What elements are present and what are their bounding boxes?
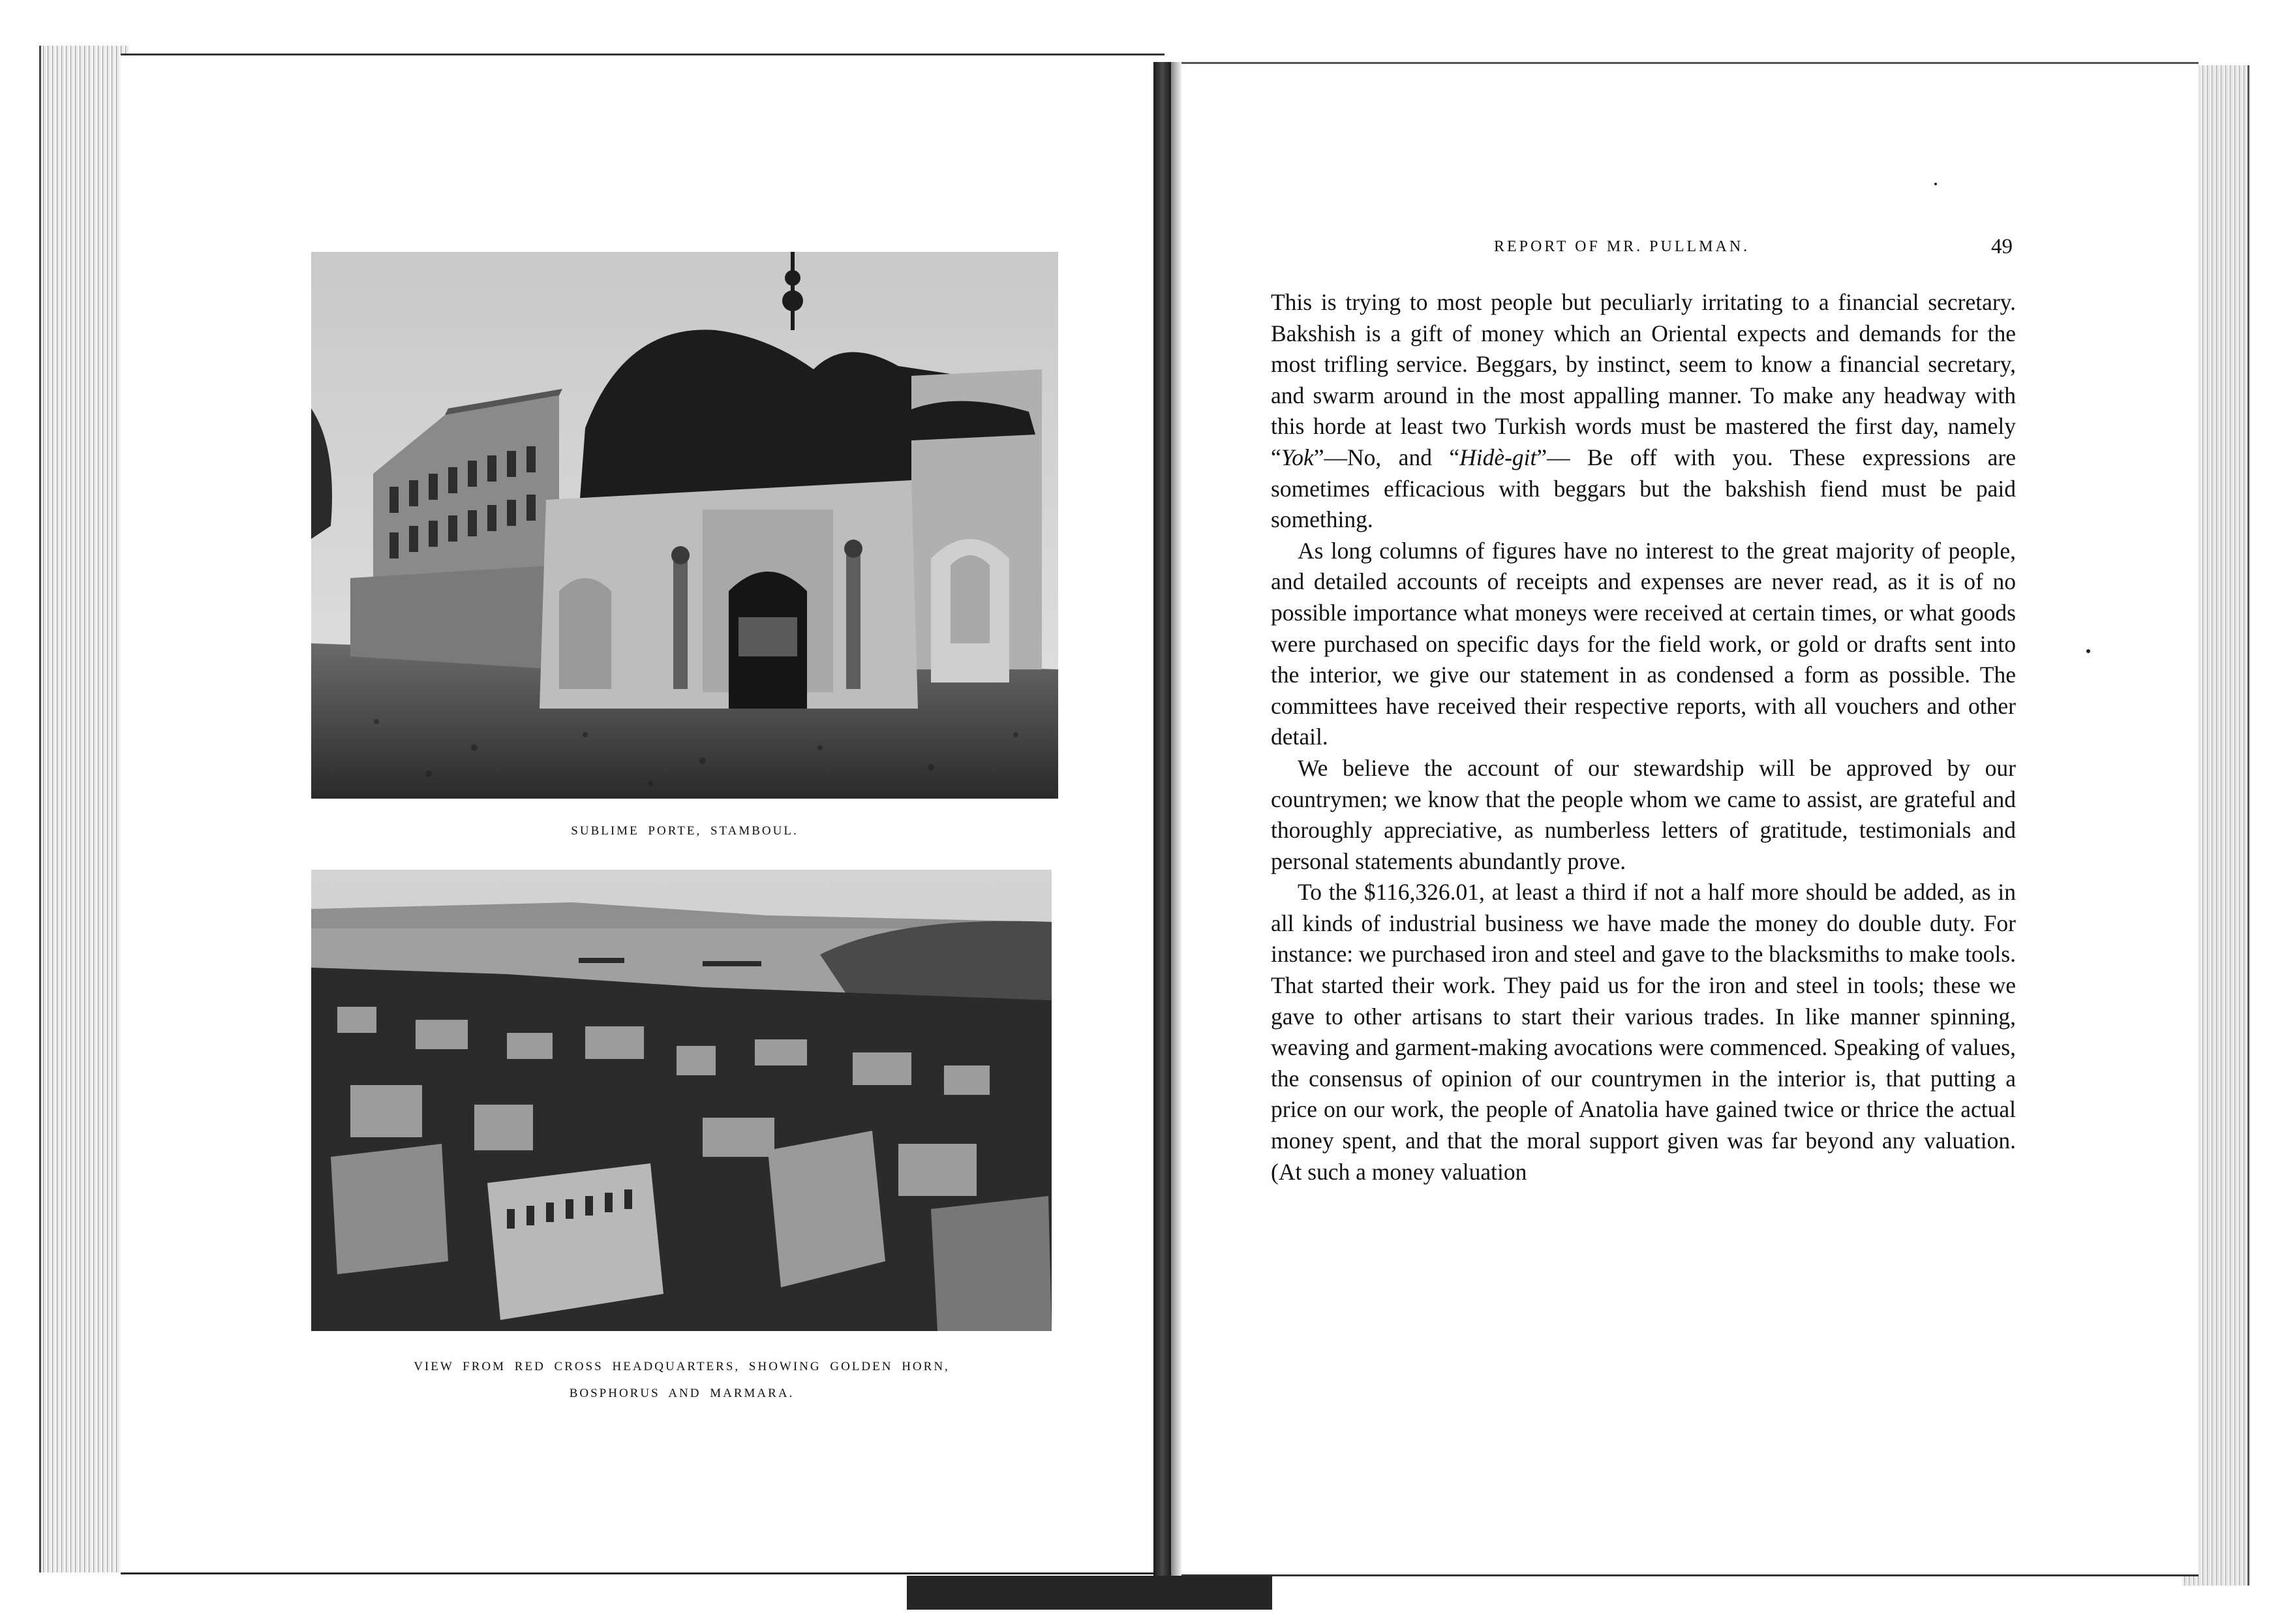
paragraph-1-part-c: ”— Be off with you. These expressions are sometimes efficacious with beggars but the bakshish fiend must be paid something. xyxy=(1271,444,2016,533)
caption-line-2: BOSPHORUS AND MARMARA. xyxy=(569,1387,795,1400)
caption-line-1: VIEW FROM RED CROSS HEADQUARTERS, SHOWING GOLDEN HORN, xyxy=(414,1360,950,1373)
body-text xyxy=(1271,287,2016,1187)
book-gutter xyxy=(1153,62,1171,1576)
photo-caption-sublime-porte: SUBLIME PORTE, STAMBOUL. xyxy=(571,824,799,838)
paragraph-4: To the $116,326.01, at least a third if not a half more should be added, as in all kinds of industrial business we have made the money do double duty. For instance: we purchased iron and steel and gave to the blacksmiths to make tools. That started their work. They paid us for the iron and steel in tools; these we gave to other artisans to start their various trades. In like manner spinning, weaving and garment-making avocations were commenced. Speaking of values, the consensus of opinion of our countrymen in the interior is, that putting a price on our work, the people of Anatolia have gained twice or thrice the actual money spent, and that the moral support given was far beyond any valuation. (At such a money valuation xyxy=(1271,879,2016,1185)
paragraph-1-part-b: ”—No, and “ xyxy=(1313,444,1460,470)
photo-caption-golden-horn xyxy=(307,1353,1057,1407)
photo-sublime-porte xyxy=(311,252,1058,799)
photo-golden-horn-view xyxy=(311,870,1052,1331)
paragraph-2: As long columns of figures have no interest to the great majority of people, and detailed accounts of receipts and expenses are never read, as it is of no possible importance what moneys were received at certain times, or what goods were purchased on specific days for the field work, or gold or drafts sent into the interior, we give our statement in as condensed a form as possible. The committees have received their respective reports, with all vouchers and other detail. xyxy=(1271,537,2016,750)
turkish-word-hide-git: Hidè-git xyxy=(1459,444,1537,470)
paragraph-1 xyxy=(1271,287,2016,536)
print-speck xyxy=(2086,649,2090,653)
paragraph-1-part-a: This is trying to most people but peculiarly irritating to a financial secretary. Bakshish is a gift of money which an Oriental expects and demands for the most trifling service. Beggars, by instinct, seem to know a financial secretary, and swarm around in the most appalling manner. To make any headway with this horde at least two Turkish words must be mastered the first day, namely “ xyxy=(1271,289,2016,470)
running-head: REPORT OF MR. PULLMAN. xyxy=(1494,238,1750,255)
gutter-fold-shadow xyxy=(1171,62,1181,1576)
page-number: 49 xyxy=(1991,235,2013,258)
binding-strip xyxy=(907,1576,1272,1610)
turkish-word-yok: Yok xyxy=(1281,444,1314,470)
print-speck xyxy=(1934,183,1937,185)
paragraph-3: We believe the account of our stewardship will be approved by our countrymen; we know that the people whom we came to assist, are grateful and thoroughly appreciative, as numberless letters of gratitude, testimonials and personal statements abundantly prove. xyxy=(1271,754,2016,874)
left-page-block-edge xyxy=(39,46,129,1572)
